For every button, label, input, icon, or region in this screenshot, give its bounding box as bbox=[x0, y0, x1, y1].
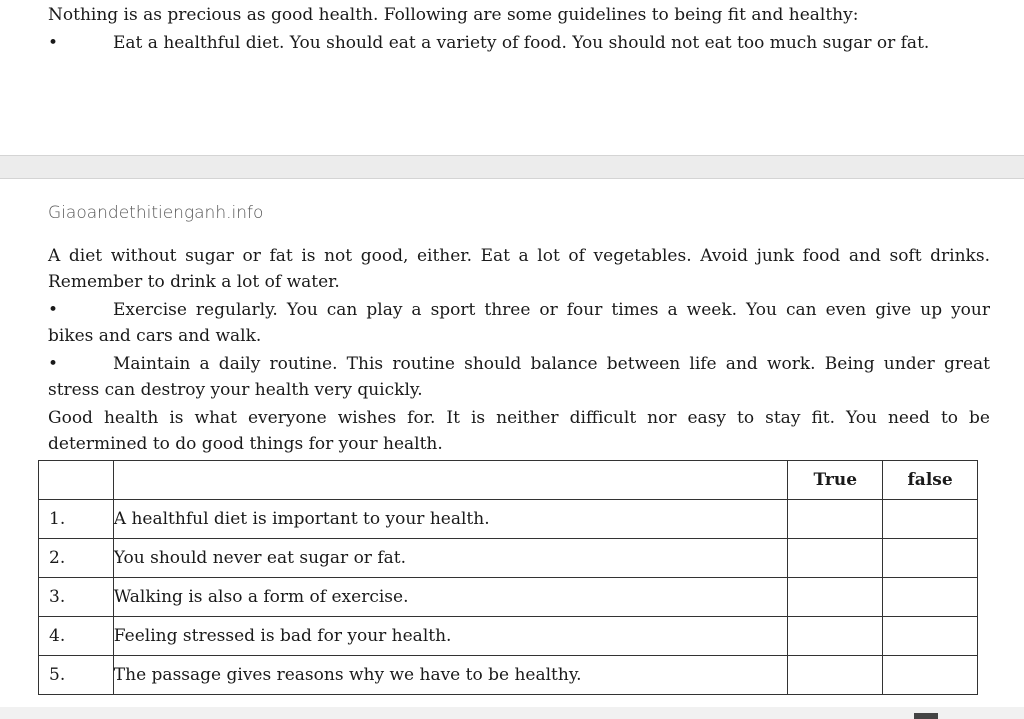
row-number: 4. bbox=[39, 617, 114, 656]
bullet-text: Maintain a daily routine. This routine should balance between life and work. Being under great bbox=[113, 354, 990, 374]
answer-cell-true[interactable] bbox=[788, 617, 883, 656]
table-row bbox=[39, 617, 978, 656]
table-header-row bbox=[39, 461, 978, 500]
row-statement: You should never eat sugar or fat. bbox=[113, 539, 788, 578]
row-number: 1. bbox=[39, 500, 114, 539]
table-row bbox=[39, 578, 978, 617]
bottom-mark bbox=[914, 713, 938, 719]
row-statement: Walking is also a form of exercise. bbox=[113, 578, 788, 617]
intro-paragraph: Nothing is as precious as good health. Following are some guidelines to being fit and healthy: bbox=[48, 5, 859, 25]
answer-cell-false[interactable] bbox=[883, 539, 978, 578]
header-cell-empty bbox=[39, 461, 114, 500]
answer-cell-false[interactable] bbox=[883, 656, 978, 695]
answer-cell-true[interactable] bbox=[788, 500, 883, 539]
row-statement: A healthful diet is important to your health. bbox=[113, 500, 788, 539]
bullet-text: Eat a healthful diet. You should eat a variety of food. You should not eat too much sugar or fat. bbox=[113, 33, 930, 53]
answer-cell-true[interactable] bbox=[788, 656, 883, 695]
paragraph-line: A diet without sugar or fat is not good, either. Eat a lot of vegetables. Avoid junk food and soft drinks. bbox=[48, 246, 990, 266]
paragraph-line: stress can destroy your health very quickly. bbox=[48, 380, 423, 400]
paragraph-line: bikes and cars and walk. bbox=[48, 326, 262, 346]
header-false: false bbox=[883, 461, 978, 500]
row-statement: Feeling stressed is bad for your health. bbox=[113, 617, 788, 656]
bullet-icon: • bbox=[48, 300, 59, 320]
bullet-icon: • bbox=[48, 33, 59, 53]
answer-cell-false[interactable] bbox=[883, 617, 978, 656]
table-row bbox=[39, 656, 978, 695]
closing-paragraph-line: determined to do good things for your health. bbox=[48, 434, 443, 454]
answer-cell-true[interactable] bbox=[788, 539, 883, 578]
bullet-item-exercise bbox=[48, 297, 990, 323]
page-separator bbox=[0, 155, 1024, 179]
true-false-table bbox=[38, 460, 978, 695]
answer-cell-false[interactable] bbox=[883, 500, 978, 539]
bullet-text: Exercise regularly. You can play a sport three or four times a week. You can even give up your bbox=[113, 300, 990, 320]
paragraph-line: Remember to drink a lot of water. bbox=[48, 272, 340, 292]
answer-cell-true[interactable] bbox=[788, 578, 883, 617]
row-number: 5. bbox=[39, 656, 114, 695]
header-true: True bbox=[788, 461, 883, 500]
row-number: 2. bbox=[39, 539, 114, 578]
row-number: 3. bbox=[39, 578, 114, 617]
table-row bbox=[39, 539, 978, 578]
table-row bbox=[39, 500, 978, 539]
bullet-item-diet bbox=[48, 30, 990, 56]
bullet-item-routine bbox=[48, 351, 990, 377]
row-statement: The passage gives reasons why we have to be healthy. bbox=[113, 656, 788, 695]
bottom-strip bbox=[0, 707, 1024, 719]
bullet-icon: • bbox=[48, 354, 59, 374]
watermark-text: Giaoandethitienganh.info bbox=[48, 203, 264, 223]
closing-paragraph-line: Good health is what everyone wishes for. It is neither difficult nor easy to stay fit. You need to be bbox=[48, 408, 990, 428]
header-cell-empty bbox=[113, 461, 788, 500]
answer-cell-false[interactable] bbox=[883, 578, 978, 617]
